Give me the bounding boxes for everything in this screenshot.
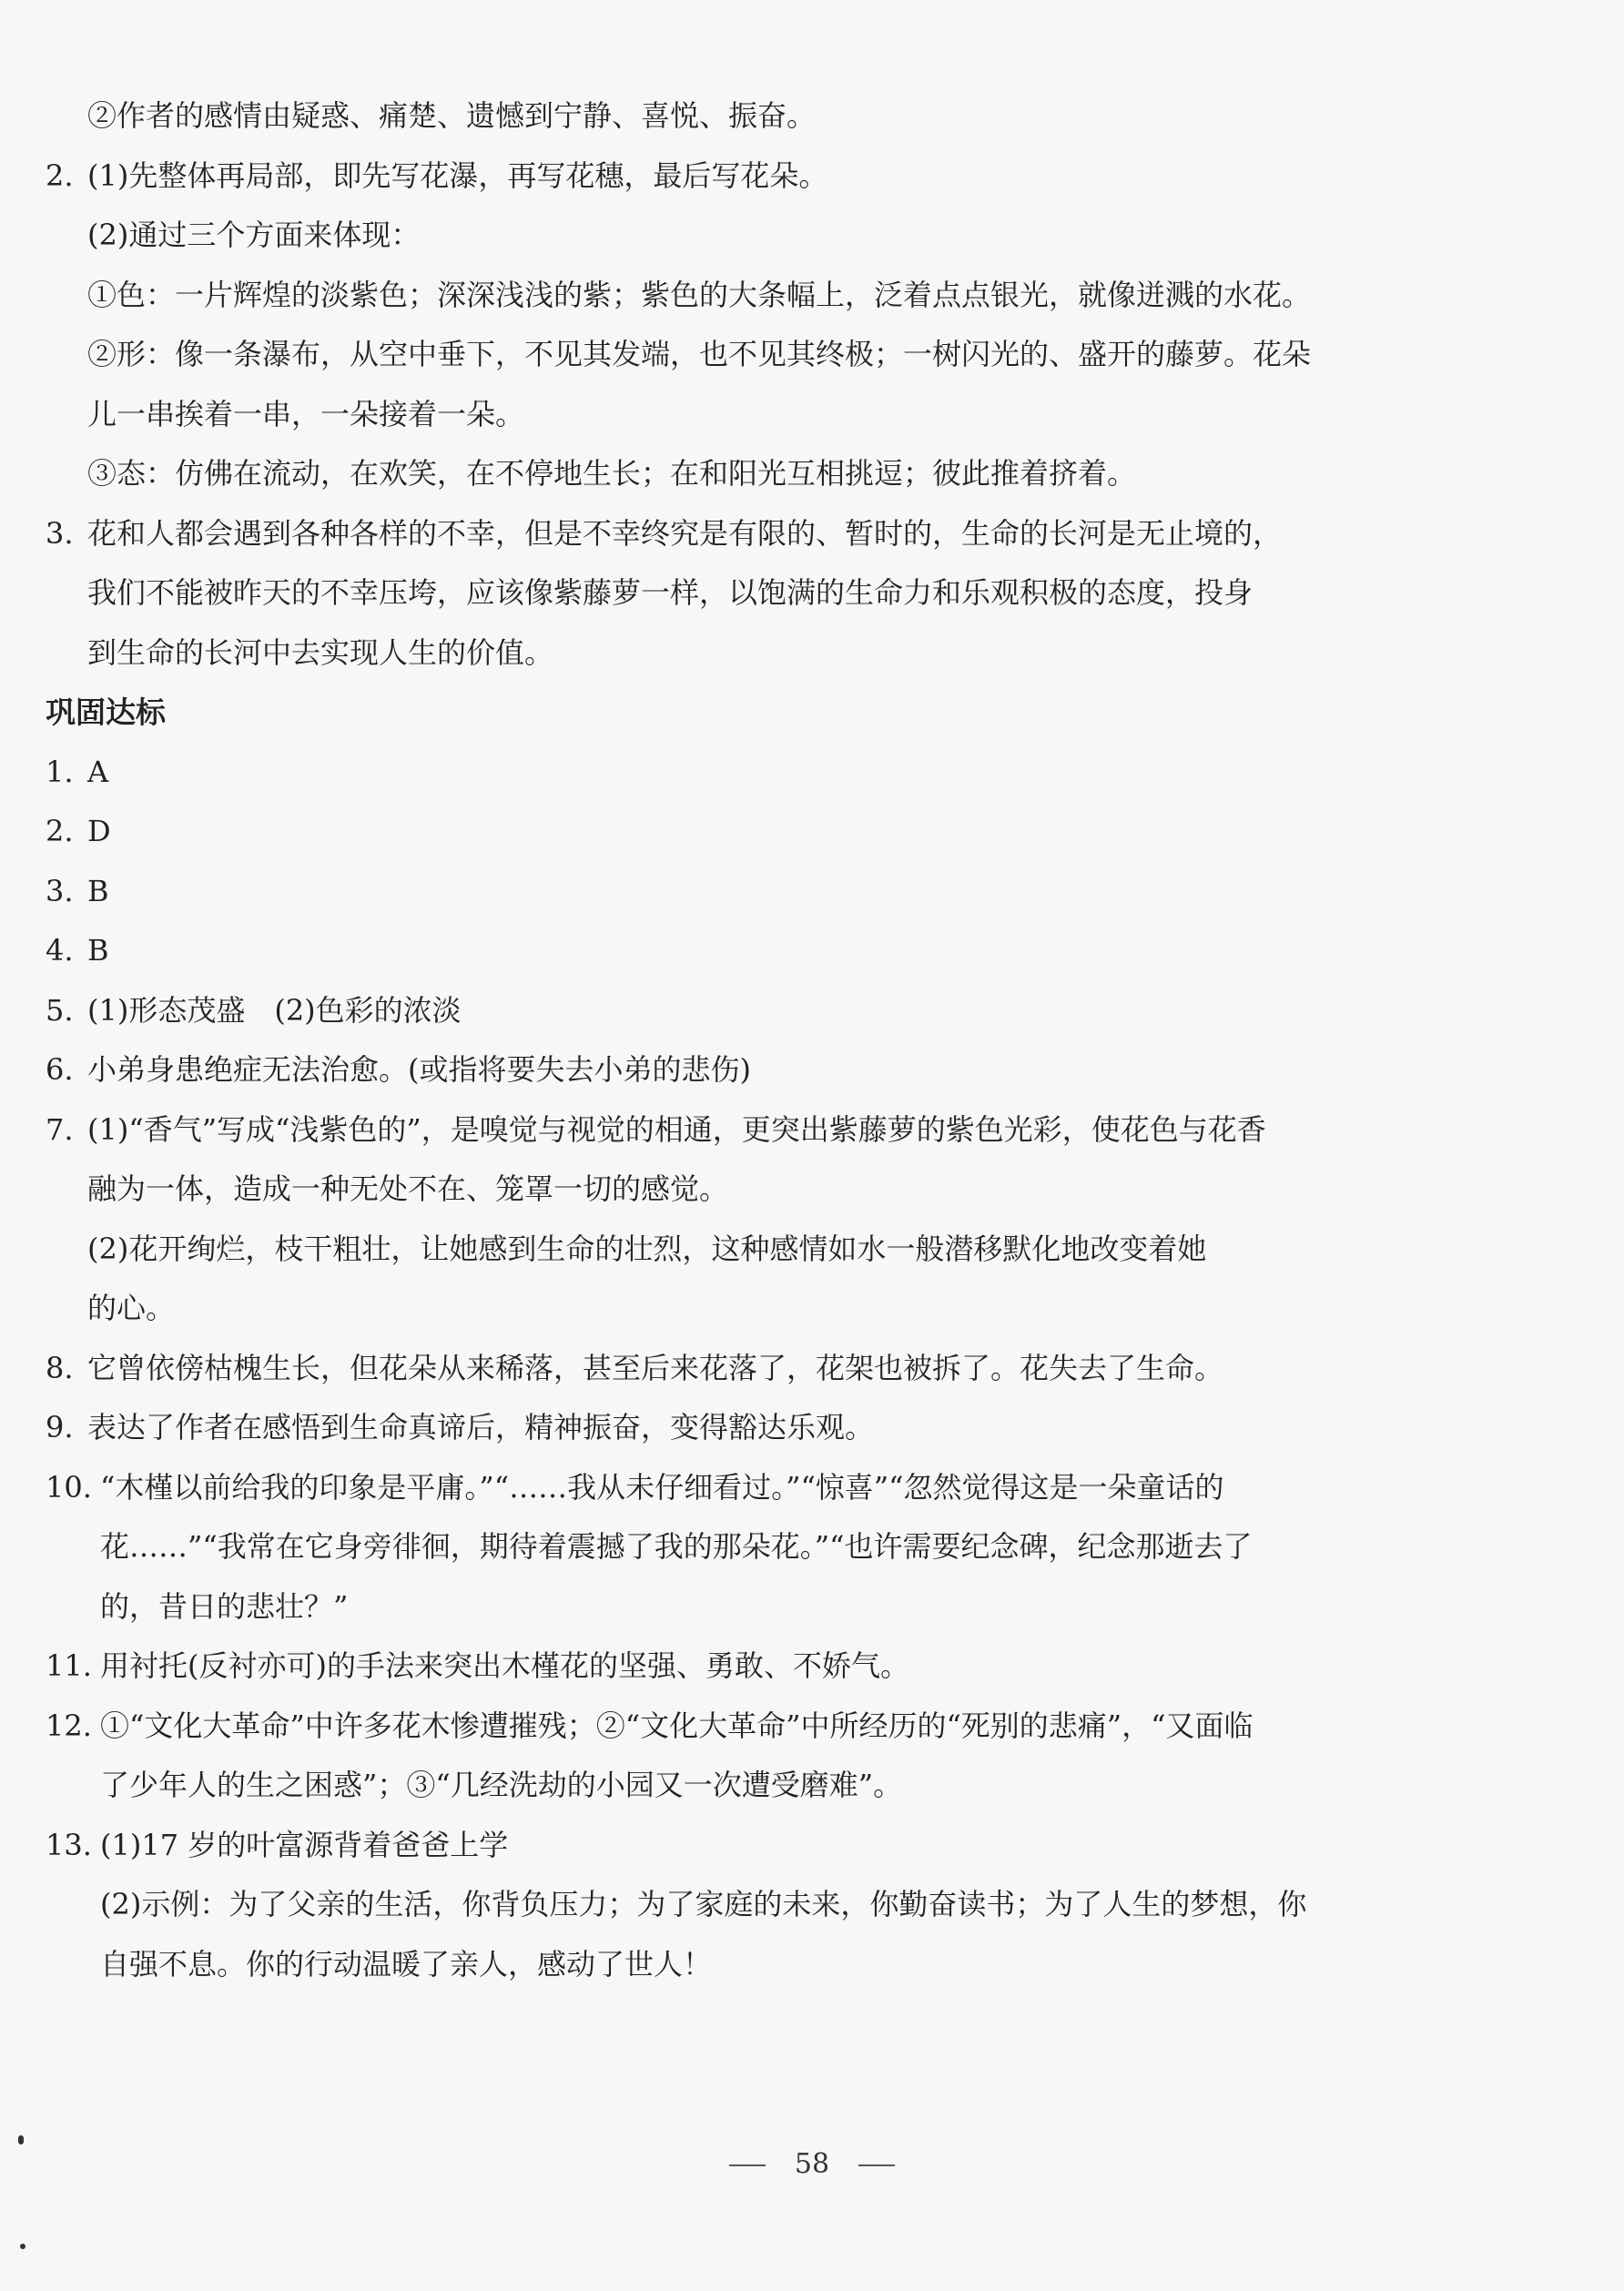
- answer-line: [46, 1339, 1466, 1399]
- answer-text: ②作者的感情由疑惑、痛楚、遗憾到宁静、喜悦、振奋。: [87, 98, 817, 133]
- answer-line: [46, 1935, 1466, 1995]
- answer-text: 用衬托(反衬亦可)的手法来突出木槿花的坚强、勇敢、不娇气。: [100, 1648, 909, 1683]
- answer-text: (1)形态茂盛 (2)色彩的浓淡: [87, 992, 462, 1028]
- answer-text: B: [87, 933, 109, 968]
- answer-line: [46, 1517, 1466, 1577]
- answer-text: 到生命的长河中去实现人生的价值。: [87, 634, 554, 670]
- answer-text: 的，昔日的悲壮？”: [100, 1588, 349, 1624]
- answer-text: 小弟身患绝症无法治愈。(或指将要失去小弟的悲伤): [87, 1052, 751, 1087]
- question-number: 7.: [46, 1111, 74, 1147]
- answer-line: [46, 1279, 1466, 1339]
- question-number: 2.: [46, 157, 74, 193]
- answer-content: [46, 86, 1466, 1994]
- footer-dash-left: [729, 2164, 766, 2166]
- question-number: 10.: [46, 1469, 92, 1505]
- answer-line: [46, 504, 1466, 564]
- question-number: 11.: [46, 1648, 92, 1683]
- question-number: 9.: [46, 1410, 74, 1445]
- answer-text: 花和人都会遇到各种各样的不幸，但是不幸终究是有限的、暂时的，生命的长河是无止境的，: [87, 515, 1283, 551]
- answer-text: “木槿以前给我的印象是平庸。”“……我从未仔细看过。”“惊喜”“忽然觉得这是一朵童话的: [100, 1469, 1224, 1505]
- ink-dot: [18, 2135, 24, 2144]
- answer-text: (1)先整体再局部，即先写花瀑，再写花穗，最后写花朵。: [87, 157, 828, 193]
- answer-line: [46, 1577, 1466, 1637]
- answer-text: 融为一体，造成一种无处不在、笼罩一切的感觉。: [87, 1171, 729, 1206]
- answer-line: [46, 325, 1466, 385]
- answer-line: [46, 206, 1466, 266]
- answer-text: 自强不息。你的行动温暖了亲人，感动了世人！: [100, 1946, 713, 1982]
- answer-line: [46, 266, 1466, 326]
- answer-text: (2)通过三个方面来体现：: [87, 218, 421, 252]
- question-number: 12.: [46, 1708, 92, 1743]
- footer-dash-right: [858, 2164, 895, 2166]
- answer-text: 我们不能被昨天的不幸压垮，应该像紫藤萝一样，以饱满的生命力和乐观积极的态度，投身: [87, 575, 1254, 610]
- question-number: 1.: [46, 754, 74, 789]
- answer-text: (1)“香气”写成“浅紫色的”，是嗅觉与视觉的相通，更突出紫藤萝的紫色光彩，使花色与花香: [87, 1111, 1266, 1147]
- answer-text: ①“文化大革命”中许多花木惨遭摧残；②“文化大革命”中所经历的“死别的悲痛”，“又面临: [100, 1708, 1254, 1743]
- answer-line: [46, 1040, 1466, 1100]
- answer-line: [46, 1220, 1466, 1280]
- answer-line: [46, 1160, 1466, 1220]
- answer-text: (2)示例：为了父亲的生活，你背负压力；为了家庭的未来，你勤奋读书；为了人生的梦想，你: [100, 1887, 1307, 1921]
- answer-line: [46, 1875, 1466, 1935]
- answer-text: 花……”“我常在它身旁徘徊，期待着震撼了我的那朵花。”“也许需要纪念碑，纪念那逝去了: [100, 1529, 1253, 1564]
- answer-line: [46, 623, 1466, 684]
- answer-line: [46, 1816, 1466, 1876]
- question-number: 3.: [46, 515, 74, 551]
- answer-text: 表达了作者在感悟到生命真谛后，精神振奋，变得豁达乐观。: [87, 1410, 875, 1445]
- answer-text: 儿一串挨着一串，一朵接着一朵。: [87, 396, 525, 431]
- answer-line: [46, 1697, 1466, 1757]
- answer-line: [46, 385, 1466, 445]
- answer-line: [46, 683, 1466, 743]
- answer-line: [46, 444, 1466, 504]
- answer-line: [46, 1398, 1466, 1458]
- question-number: 8.: [46, 1350, 74, 1385]
- answer-line: [46, 802, 1466, 862]
- answer-text: ③态：仿佛在流动，在欢笑，在不停地生长；在和阳光互相挑逗；彼此推着挤着。: [87, 456, 1137, 491]
- answer-line: [46, 147, 1466, 207]
- answer-text: ①色：一片辉煌的淡紫色；深深浅浅的紫；紫色的大条幅上，泛着点点银光，就像迸溅的水花。: [87, 277, 1312, 312]
- answer-text: 了少年人的生之困惑”；③“几经洗劫的小园又一次遭受磨难”。: [100, 1768, 903, 1802]
- answer-line: [46, 1100, 1466, 1161]
- answer-line: [46, 86, 1466, 147]
- question-number: 6.: [46, 1052, 74, 1087]
- answer-text: 它曾依傍枯槐生长，但花朵从来稀落，甚至后来花落了，花架也被拆了。花失去了生命。: [87, 1350, 1224, 1385]
- answer-line: [46, 981, 1466, 1041]
- answer-line: [46, 743, 1466, 803]
- question-number: 5.: [46, 992, 74, 1028]
- answer-line: [46, 921, 1466, 981]
- page-footer: [0, 2148, 1624, 2180]
- page-number: 58: [794, 2148, 830, 2180]
- answer-text: A: [87, 754, 109, 789]
- answer-text: ②形：像一条瀑布，从空中垂下，不见其发端，也不见其终极；一树闪光的、盛开的藤萝。花朵: [87, 337, 1312, 371]
- question-number: 2.: [46, 814, 74, 848]
- answer-line: [46, 1637, 1466, 1697]
- answer-line: [46, 563, 1466, 623]
- section-title: 巩固达标: [46, 694, 166, 730]
- answer-text: B: [87, 873, 109, 908]
- answer-text: (1)17 岁的叶富源背着爸爸上学: [100, 1827, 509, 1862]
- question-number: 4.: [46, 933, 74, 968]
- answer-text: D: [87, 814, 111, 848]
- question-number: 3.: [46, 873, 74, 908]
- answer-line: [46, 1458, 1466, 1518]
- ink-dot: [20, 2244, 25, 2249]
- answer-line: [46, 1756, 1466, 1816]
- question-number: 13.: [46, 1827, 92, 1862]
- answer-line: [46, 862, 1466, 922]
- answer-text: 的心。: [87, 1291, 176, 1325]
- answer-text: (2)花开绚烂，枝干粗壮，让她感到生命的壮烈，这种感情如水一般潜移默化地改变着她: [87, 1231, 1207, 1266]
